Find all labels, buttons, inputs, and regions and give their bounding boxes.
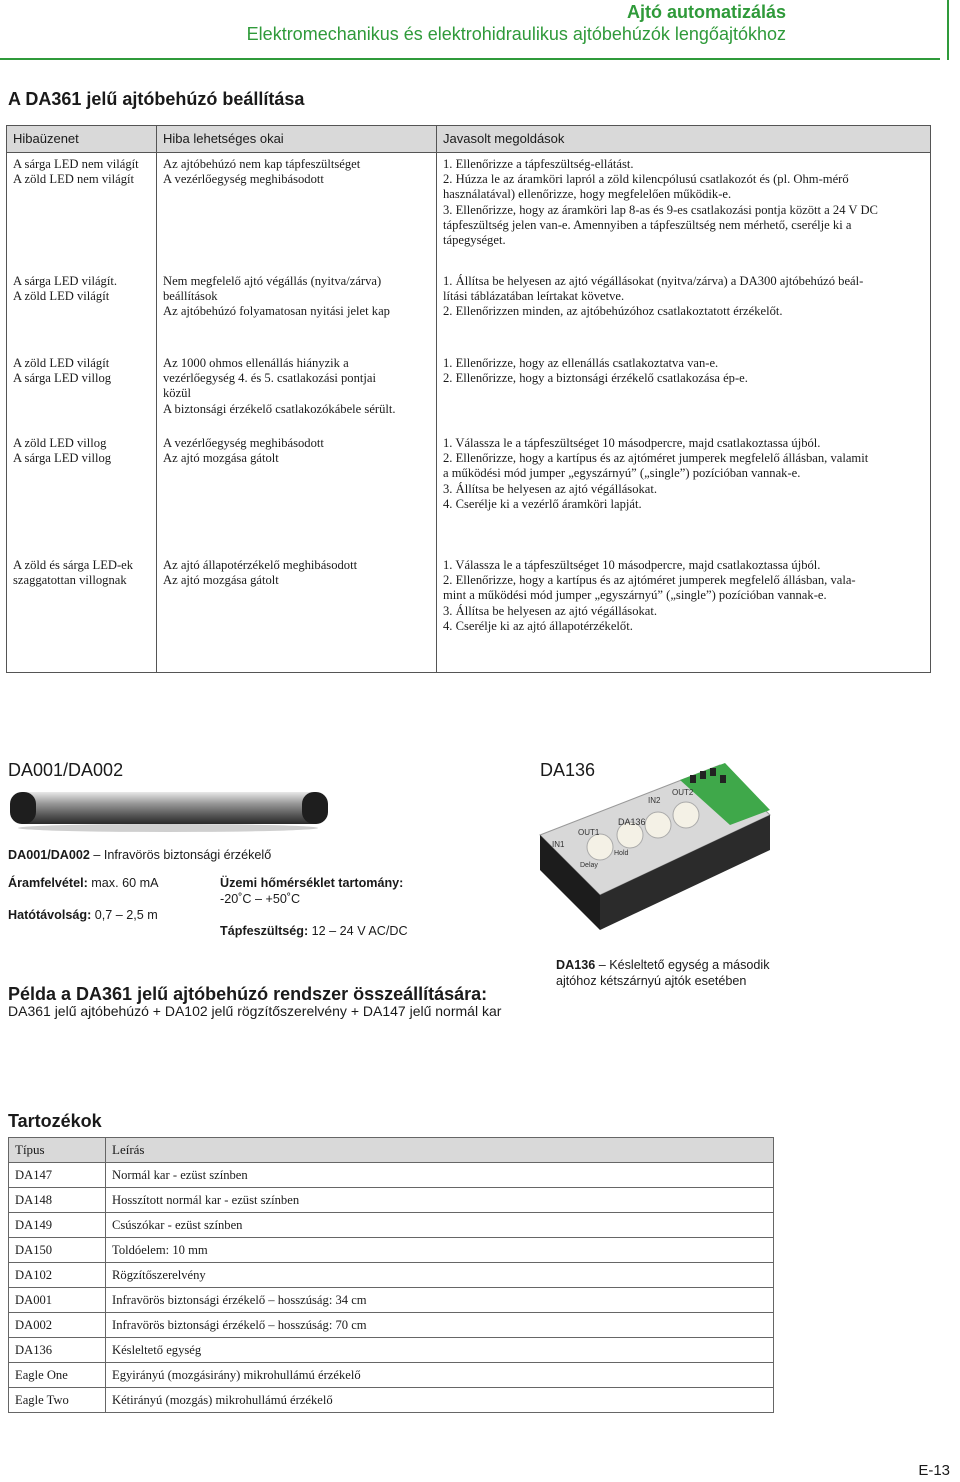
description-cell: Infravörös biztonsági érzékelő – hosszúság: 34 cm: [106, 1288, 774, 1313]
table-row: [9, 1388, 774, 1413]
row-solution: 1. Válassza le a tápfeszültséget 10 másodpercre, majd csatlakoztassa újból. 2. Ellenőrizze, hogy a kartípus és az ajtóméret jumperek megfelelő állásban, vala- mint a működési mód jumper „egyszárnyú” („single”) pozícióban vannak-e. 3. Állítsa be helyesen az ajtó végállásokat. 4. Cserélje ki az ajtó állapotérzékelőt.: [443, 558, 856, 633]
header-title: Ajtó automatizálás: [626, 2, 786, 22]
header-solution: Javasolt megoldások: [443, 131, 565, 146]
header-message: Hibaüzenet: [13, 131, 79, 146]
current-spec: Áramfelvétel: max. 60 mA: [8, 876, 159, 890]
row-message: A zöld LED világít A sárga LED villog: [13, 356, 112, 386]
row-solution: 1. Ellenőrizze a tápfeszültség-ellátást. 2. Húzza le az áramköri lapról a zöld kilencpólusú csatlakozót és (pl. Ohm-mérő használatával) ellenőrizze, hogy megfelelően működik-e. 3. Ellenőrizze, hogy az áramköri lap 8-as és 9-es csatlakozási pontja között a 24 V DC tápfeszültség jelen van-e. Amennyiben a tápfeszültség nem mérhető, cserélje ki a tápegységet.: [443, 157, 878, 248]
header-rule: [0, 58, 940, 60]
range-spec: Hatótávolság: 0,7 – 2,5 m: [8, 908, 158, 922]
table-row: [9, 1363, 774, 1388]
temp-spec-label: Üzemi hőmérséklet tartomány:: [220, 876, 404, 890]
column-divider: [436, 126, 437, 672]
table-row: [9, 1188, 774, 1213]
da001-title: DA001/DA002: [8, 760, 124, 780]
type-cell: DA147: [9, 1163, 106, 1188]
description-cell: Késleltető egység: [106, 1338, 774, 1363]
type-cell: Eagle One: [9, 1363, 106, 1388]
da136-caption-line2: ajtóhoz kétszárnyú ajtók esetében: [556, 974, 747, 988]
description-cell: Hosszított normál kar - ezüst színben: [106, 1188, 774, 1213]
type-cell: DA148: [9, 1188, 106, 1213]
description-cell: Rögzítőszerelvény: [106, 1263, 774, 1288]
row-solution: 1. Válassza le a tápfeszültséget 10 másodpercre, majd csatlakoztassa újból. 2. Ellenőrizze, hogy a kartípus és az ajtóméret jumperek megfelelő állásban, valamit a működési mód jumper „egyszárnyú” („single”) pozícióban vannak-e. 3. Állítsa be helyesen az ajtó végállásokat. 4. Cserélje ki a vezérlő áramköri lapját.: [443, 436, 869, 511]
label-in2: IN2: [648, 796, 661, 805]
table-row: [9, 1238, 774, 1263]
table-row: [9, 1338, 774, 1363]
column-divider: [156, 126, 157, 672]
type-cell: DA136: [9, 1338, 106, 1363]
row-message: A sárga LED nem világít A zöld LED nem világít: [13, 157, 139, 187]
accessories-header-row: [9, 1138, 774, 1163]
type-cell: DA001: [9, 1288, 106, 1313]
row-cause: Az ajtóbehúzó nem kap tápfeszültséget A vezérlőegység meghibásodott: [163, 157, 361, 187]
row-message: A sárga LED világít. A zöld LED világít: [13, 274, 117, 304]
accessories-title: Tartozékok: [8, 1111, 102, 1131]
error-table: [6, 125, 931, 673]
example-title: Példa a DA361 jelű ajtóbehúzó rendszer összeállítására:: [8, 984, 488, 1004]
table-row: [9, 1288, 774, 1313]
table-row: [9, 1313, 774, 1338]
description-cell: Infravörös biztonsági érzékelő – hosszúság: 70 cm: [106, 1313, 774, 1338]
description-cell: Csúszókar - ezüst színben: [106, 1213, 774, 1238]
da136-title: DA136: [540, 760, 596, 780]
da001-caption: DA001/DA002 – Infravörös biztonsági érzékelő: [8, 848, 272, 862]
table-row: [9, 1263, 774, 1288]
table-row: [9, 1163, 774, 1188]
da136-caption: DA136 – Késleltető egység a második: [556, 958, 770, 972]
label-delay: Delay: [580, 862, 598, 869]
header-edge-rule: [947, 0, 949, 60]
error-table-header: [7, 126, 930, 153]
description-cell: Kétirányú (mozgás) mikrohullámú érzékelő: [106, 1388, 774, 1413]
type-cell: DA102: [9, 1263, 106, 1288]
row-solution: 1. Állítsa be helyesen az ajtó végállásokat (nyitva/zárva) a DA300 ajtóbehúzó beál- lítási táblázatában leírtakat követve. 2. Ellenőrizzen minden, az ajtóbehúzóhoz csatlakoztatott érzékelőt.: [443, 274, 864, 319]
example-text: DA361 jelű ajtóbehúzó + DA102 jelű rögzítőszerelvény + DA147 jelű normál kar: [8, 1003, 502, 1019]
row-message: A zöld LED villog A sárga LED villog: [13, 436, 112, 466]
description-cell: Normál kar - ezüst színben: [106, 1163, 774, 1188]
row-cause: Nem megfelelő ajtó végállás (nyitva/zárva) beállítások Az ajtóbehúzó folyamatosan nyitási jelet kap: [163, 274, 390, 319]
da136-module-image: [530, 755, 778, 935]
description-cell: Toldóelem: 10 mm: [106, 1238, 774, 1263]
label-out2: OUT2: [672, 788, 694, 797]
description-cell: Egyirányú (mozgásirány) mikrohullámú érzékelő: [106, 1363, 774, 1388]
temp-spec-value: -20˚C – +50˚C: [220, 892, 301, 906]
label-in1: IN1: [552, 840, 565, 849]
header-cause: Hiba lehetséges okai: [163, 131, 284, 146]
voltage-spec: Tápfeszültség: 12 – 24 V AC/DC: [220, 924, 408, 938]
type-cell: DA149: [9, 1213, 106, 1238]
label-out1: OUT1: [578, 828, 600, 837]
row-message: A zöld és sárga LED-ek szaggatottan villognak: [13, 558, 134, 588]
label-hold: Hold: [614, 850, 629, 857]
type-cell: Eagle Two: [9, 1388, 106, 1413]
type-cell: DA002: [9, 1313, 106, 1338]
row-cause: Az ajtó állapotérzékelő meghibásodott Az ajtó mozgása gátolt: [163, 558, 358, 588]
header-subtitle: Elektromechanikus és elektrohidraulikus ajtóbehúzók lengőajtókhoz: [246, 24, 786, 44]
row-solution: 1. Ellenőrizze, hogy az ellenállás csatlakoztatva van-e. 2. Ellenőrizze, hogy a biztonsági érzékelő csatlakozása ép-e.: [443, 356, 748, 386]
header-description: Leírás: [106, 1138, 774, 1163]
type-cell: DA150: [9, 1238, 106, 1263]
row-cause: Az 1000 ohmos ellenállás hiányzik a vezérlőegység 4. és 5. csatlakozási pontjai közül A biztonsági érzékelő csatlakozókábele sérült.: [163, 356, 396, 416]
label-da136: DA136: [618, 817, 646, 827]
infrared-sensor-image: [8, 788, 330, 834]
table-row: [9, 1213, 774, 1238]
page-number: E-13: [918, 1462, 950, 1479]
section-title: A DA361 jelű ajtóbehúzó beállítása: [8, 89, 305, 109]
accessories-table: [8, 1137, 774, 1413]
row-cause: A vezérlőegység meghibásodott Az ajtó mozgása gátolt: [163, 436, 324, 466]
header-type: Típus: [9, 1138, 106, 1163]
